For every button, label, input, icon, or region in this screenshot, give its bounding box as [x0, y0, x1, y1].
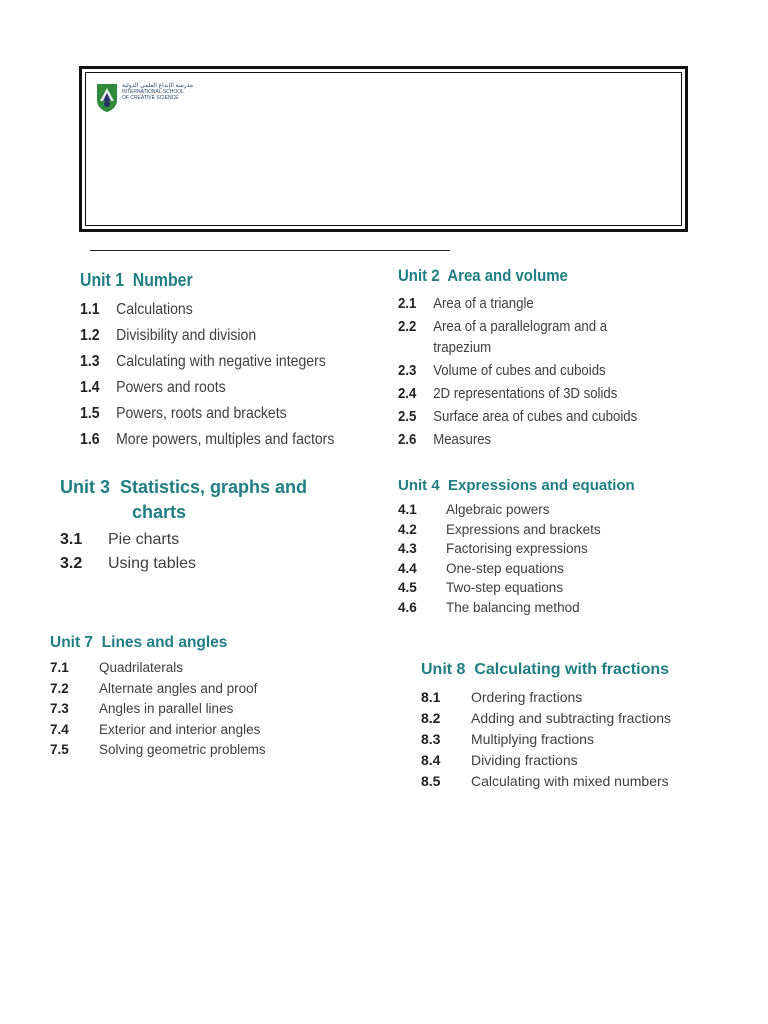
item-label: Alternate angles and proof [99, 680, 258, 696]
school-shield-icon [96, 83, 118, 113]
item-label: Ordering fractions [471, 689, 583, 705]
unit-1-section [80, 270, 369, 457]
header-frame [79, 66, 688, 232]
list-item [50, 701, 266, 722]
item-number: 1.6 [80, 431, 100, 448]
item-label: More powers, multiples and factors [116, 431, 335, 448]
item-number: 4.4 [398, 560, 417, 576]
item-label: Dividing fractions [471, 752, 578, 768]
item-number: 2.5 [398, 408, 417, 425]
item-label: Adding and subtracting fractions [471, 710, 672, 726]
item-label: Multiplying fractions [471, 731, 594, 747]
item-number: 4.1 [398, 502, 417, 517]
item-label: Factorising expressions [446, 541, 588, 556]
item-number: 1.3 [80, 353, 100, 370]
list-item [80, 353, 334, 379]
list-item [398, 561, 635, 581]
item-number: 7.3 [50, 701, 69, 716]
list-item [421, 752, 671, 773]
item-label: Angles in parallel lines [99, 701, 234, 716]
item-number: 3.1 [60, 531, 83, 548]
unit-3-title-line-1: Unit 3 Statistics, graphs and [60, 477, 308, 497]
school-logo [96, 83, 193, 113]
list-item [50, 742, 266, 763]
list-item [421, 773, 671, 794]
item-number: 1.1 [80, 301, 100, 318]
item-label: The balancing method [446, 599, 580, 615]
item-number: 1.4 [80, 379, 100, 396]
list-item-continued [398, 339, 637, 362]
list-item [50, 722, 266, 743]
logo-line-1: INTERNATIONAL SCHOOL [122, 89, 184, 95]
unit-4-title: Unit 4 Expressions and equation [398, 477, 635, 494]
item-number: 4.5 [398, 580, 417, 595]
item-label: Surface area of cubes and cuboids [433, 408, 638, 425]
item-label: Algebraic powers [446, 502, 550, 517]
item-label: Measures [433, 431, 492, 448]
item-number: 8.5 [421, 773, 441, 789]
logo-text [122, 83, 193, 101]
list-item [398, 502, 635, 522]
item-number: 8.4 [421, 752, 441, 768]
unit-8-section [421, 661, 671, 794]
list-item [50, 681, 266, 702]
item-label: 2D representations of 3D solids [433, 385, 618, 402]
list-item [421, 689, 671, 710]
list-item [80, 431, 334, 457]
item-label: Two-step equations [446, 580, 564, 595]
item-number: 3.2 [60, 555, 83, 572]
item-number: 2.3 [398, 362, 417, 379]
item-label: Exterior and interior angles [99, 721, 261, 737]
item-label: Expressions and brackets [446, 521, 601, 537]
list-item [398, 522, 635, 542]
list-item [60, 555, 307, 579]
item-number: 1.5 [80, 405, 100, 422]
item-label: Pie charts [108, 531, 180, 548]
list-item [398, 295, 637, 318]
list-item [398, 431, 637, 454]
item-number: 2.1 [398, 295, 417, 312]
list-item [398, 318, 637, 339]
item-number: 4.6 [398, 599, 417, 615]
item-number: 7.4 [50, 721, 69, 737]
list-item [50, 660, 266, 681]
list-item [398, 541, 635, 561]
item-label: Divisibility and division [116, 327, 257, 344]
item-label: One-step equations [446, 560, 564, 576]
unit-4-section [398, 477, 635, 619]
unit-8-title: Unit 8 Calculating with fractions [421, 661, 670, 678]
list-item [398, 362, 637, 385]
unit-7-section [50, 634, 266, 763]
item-number: 8.3 [421, 731, 441, 747]
item-number: 2.2 [398, 318, 417, 335]
item-number: 2.4 [398, 385, 417, 402]
item-label: Using tables [108, 555, 197, 572]
item-label: Powers, roots and brackets [116, 405, 287, 422]
logo-line-2: OF CREATIVE SCIENCE [122, 95, 179, 101]
unit-1-title: Unit 1 Number [80, 270, 193, 290]
list-item [80, 301, 334, 327]
item-number: 8.1 [421, 689, 441, 705]
list-item [421, 710, 671, 731]
list-item [421, 731, 671, 752]
unit-2-section [398, 266, 670, 454]
item-label: Volume of cubes and cuboids [433, 362, 606, 379]
list-item [80, 327, 334, 353]
list-item [60, 531, 307, 555]
list-item [398, 580, 635, 600]
item-label: trapezium [433, 339, 492, 356]
item-number: 7.5 [50, 742, 69, 757]
item-number: 8.2 [421, 710, 441, 726]
item-number: 7.1 [50, 660, 69, 675]
unit-3-title [60, 475, 307, 525]
unit-2-title: Unit 2 Area and volume [398, 266, 568, 285]
list-item [80, 405, 334, 431]
unit-3-title-line-2: charts [132, 502, 187, 522]
unit-7-title: Unit 7 Lines and angles [50, 634, 228, 651]
item-number: 4.2 [398, 521, 417, 537]
item-label: Area of a parallelogram and a [433, 318, 608, 335]
unit-3-section [60, 475, 307, 579]
list-item [80, 379, 334, 405]
item-number: 1.2 [80, 327, 100, 344]
item-number: 7.2 [50, 680, 69, 696]
item-label: Solving geometric problems [99, 742, 266, 757]
list-item [398, 408, 637, 431]
item-label: Powers and roots [116, 379, 226, 396]
item-label: Area of a triangle [433, 295, 534, 312]
list-item [398, 600, 635, 620]
item-label: Calculating with negative integers [116, 353, 326, 370]
item-number: 2.6 [398, 431, 417, 448]
divider-line [90, 250, 450, 251]
item-label: Quadrilaterals [99, 660, 184, 675]
item-label: Calculating with mixed numbers [471, 773, 669, 789]
item-number: 4.3 [398, 541, 417, 556]
list-item [398, 385, 637, 408]
logo-arabic: مدرسة الإبداع العلمي الدولية [122, 83, 194, 89]
item-label: Calculations [116, 301, 193, 318]
